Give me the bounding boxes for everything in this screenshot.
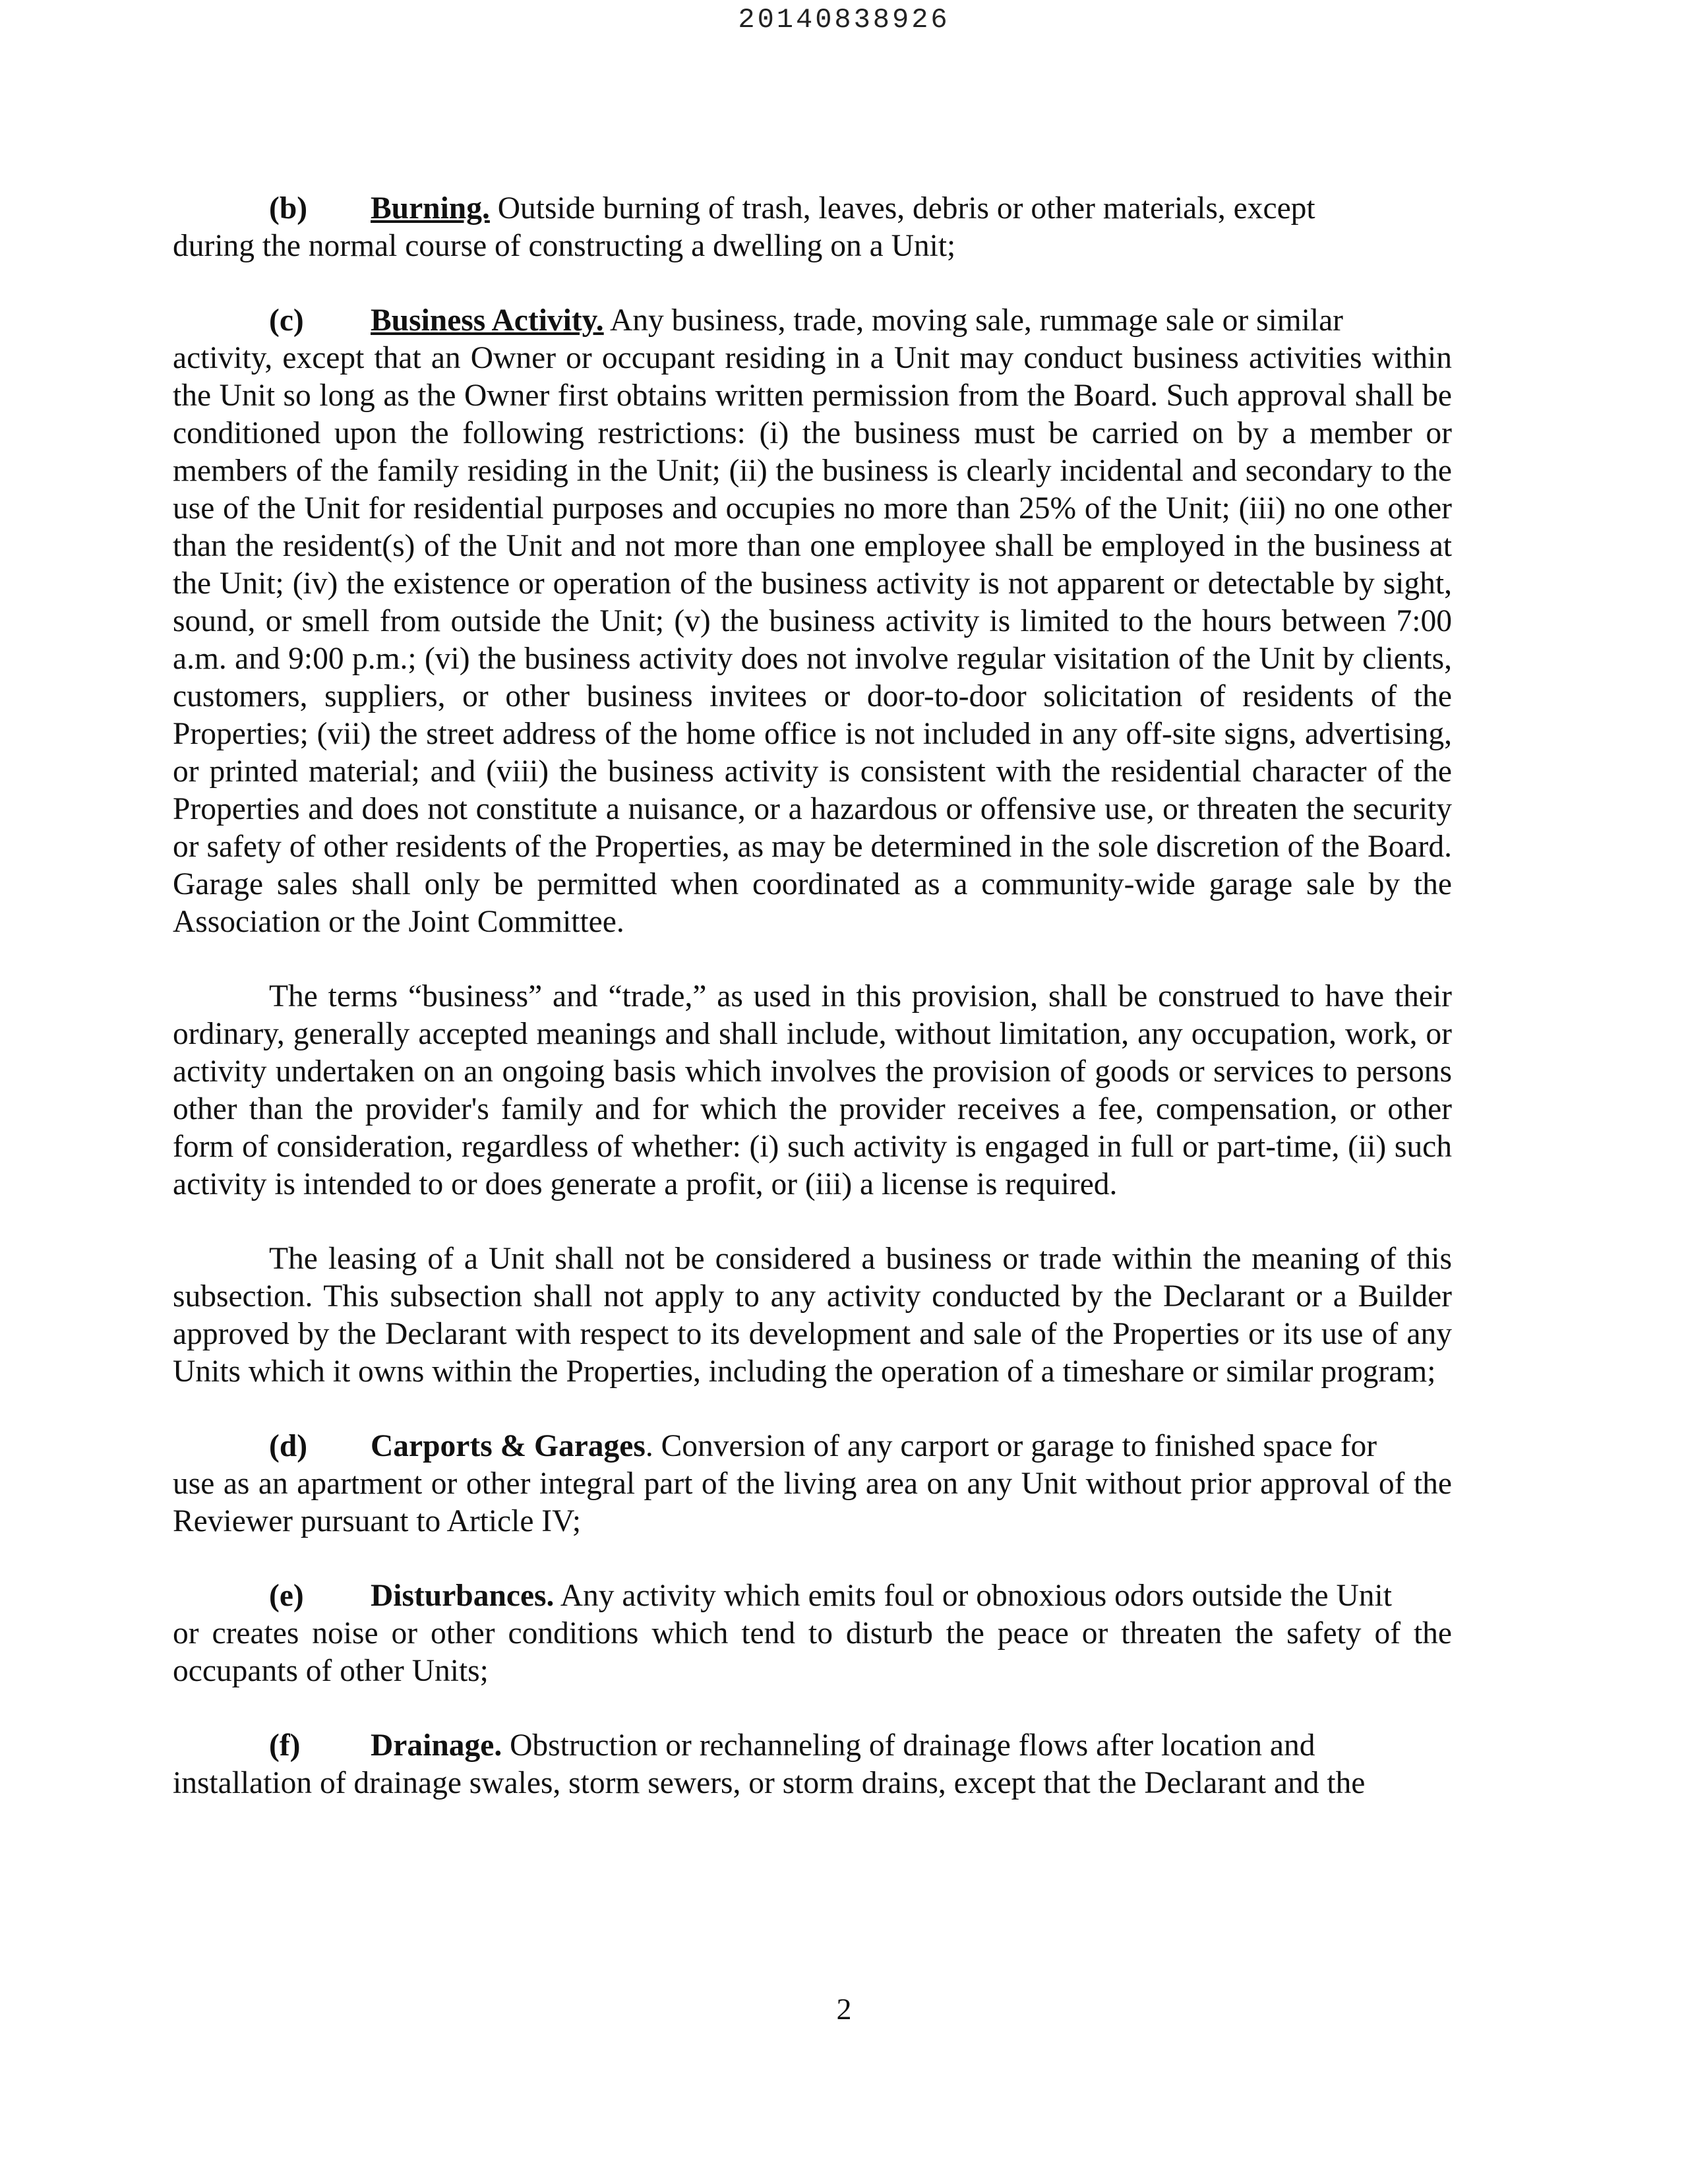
spacer bbox=[173, 1203, 1452, 1240]
section-f-heading: Drainage. bbox=[371, 1728, 502, 1763]
section-d-first-line bbox=[173, 1428, 1452, 1465]
section-f bbox=[173, 1727, 1452, 1802]
terms-paragraph: The terms “business” and “trade,” as used in this provision, shall be construed to have their ordinary, generally accepted meanings and shall include, without limitation, any occupation, work, or activity undertaken on an ongoing basis which involves the provision of goods or services to persons other than the provider's family and for which the provider receives a fee, compensation, or other form of consideration, regardless of whether: (i) such activity is engaged in full or part-time, (ii) such activity is intended to or does generate a profit, or (iii) a license is required. bbox=[173, 979, 1452, 1201]
section-e-first-text: Any activity which emits foul or obnoxious odors outside the Unit bbox=[560, 1579, 1392, 1613]
section-e-heading: Disturbances. bbox=[371, 1579, 555, 1613]
page-number: 2 bbox=[836, 1992, 852, 2026]
section-e-first-line bbox=[173, 1577, 1452, 1615]
section-d-text: use as an apartment or other integral part of the living area on any Unit without prior approval of the Reviewer pursuant to Article IV; bbox=[173, 1467, 1452, 1538]
section-c-first-line bbox=[173, 302, 1452, 340]
section-c-first-text: Any business, trade, moving sale, rummage sale or similar bbox=[609, 303, 1344, 338]
document-body bbox=[173, 190, 1452, 1802]
section-b-letter: (b) bbox=[269, 191, 308, 226]
section-b-first-line bbox=[173, 190, 1452, 228]
section-b-text: during the normal course of constructing a dwelling on a Unit; bbox=[173, 229, 956, 263]
spacer bbox=[173, 265, 1452, 302]
spacer bbox=[173, 1540, 1452, 1577]
section-c-text: activity, except that an Owner or occupant residing in a Unit may conduct business activities within the Unit so long as the Owner first obtains written permission from the Board. Such approval shall be conditioned upon the following restrictions: (i) the business must be carried on by a member or members of the family residing in the Unit; (ii) the business is clearly incidental and secondary to the use of the Unit for residential purposes and occupies no more than 25% of the Unit; (iii) no one other than the resident(s) of the Unit and not more than one employee shall be employed in the business at the Unit; (iv) the existence or operation of the business activity is not apparent or detectable by sight, sound, or smell from outside the Unit; (v) the business activity is limited to the hours between 7:00 a.m. and 9:00 p.m.; (vi) the business activity does not involve regular visitation of the Unit by clients, customers, suppliers, or other business invitees or door-to-door solicitation of residents of the Properties; (vii) the street address of the home office is not included in any off-site signs, advertising, or printed material; and (viii) the business activity is consistent with the residential character of the Properties and does not constitute a nuisance, or a hazardous or offensive use, or threaten the security or safety of other residents of the Properties, as may be determined in the sole discretion of the Board. Garage sales shall only be permitted when coordinated as a community-wide garage sale by the Association or the Joint Committee. bbox=[173, 341, 1452, 939]
section-b bbox=[173, 190, 1452, 265]
section-d-heading: Carports & Garages bbox=[371, 1429, 646, 1463]
leasing-paragraph: The leasing of a Unit shall not be considered a business or trade within the meaning of this subsection. This subsection shall not apply to any activity conducted by the Declarant or a Builder approved by the Declarant with respect to its development and sale of the Properties or its use of any Units which it owns within the Properties, including the operation of a timeshare or similar program; bbox=[173, 1242, 1452, 1389]
section-e-letter: (e) bbox=[269, 1579, 304, 1613]
section-e bbox=[173, 1577, 1452, 1690]
section-b-first-text: Outside burning of trash, leaves, debris or other materials, except bbox=[497, 191, 1315, 226]
section-f-letter: (f) bbox=[269, 1728, 301, 1763]
section-d bbox=[173, 1428, 1452, 1540]
section-f-first-line bbox=[173, 1727, 1452, 1765]
section-d-letter: (d) bbox=[269, 1429, 308, 1463]
section-f-text: installation of drainage swales, storm sewers, or storm drains, except that the Declarant and the bbox=[173, 1766, 1366, 1800]
document-number: 20140838926 bbox=[738, 4, 950, 36]
section-b-heading: Burning. bbox=[371, 191, 490, 226]
section-d-first-text: . Conversion of any carport or garage to finished space for bbox=[645, 1429, 1377, 1463]
section-f-first-text: Obstruction or rechanneling of drainage flows after location and bbox=[510, 1728, 1315, 1763]
section-e-text: or creates noise or other conditions which tend to disturb the peace or threaten the safety of the occupants of other Units; bbox=[173, 1616, 1452, 1688]
section-c bbox=[173, 302, 1452, 941]
section-c-letter: (c) bbox=[269, 303, 304, 338]
spacer bbox=[173, 1690, 1452, 1727]
spacer bbox=[173, 941, 1452, 978]
section-c-heading: Business Activity. bbox=[371, 303, 604, 338]
spacer bbox=[173, 1391, 1452, 1428]
